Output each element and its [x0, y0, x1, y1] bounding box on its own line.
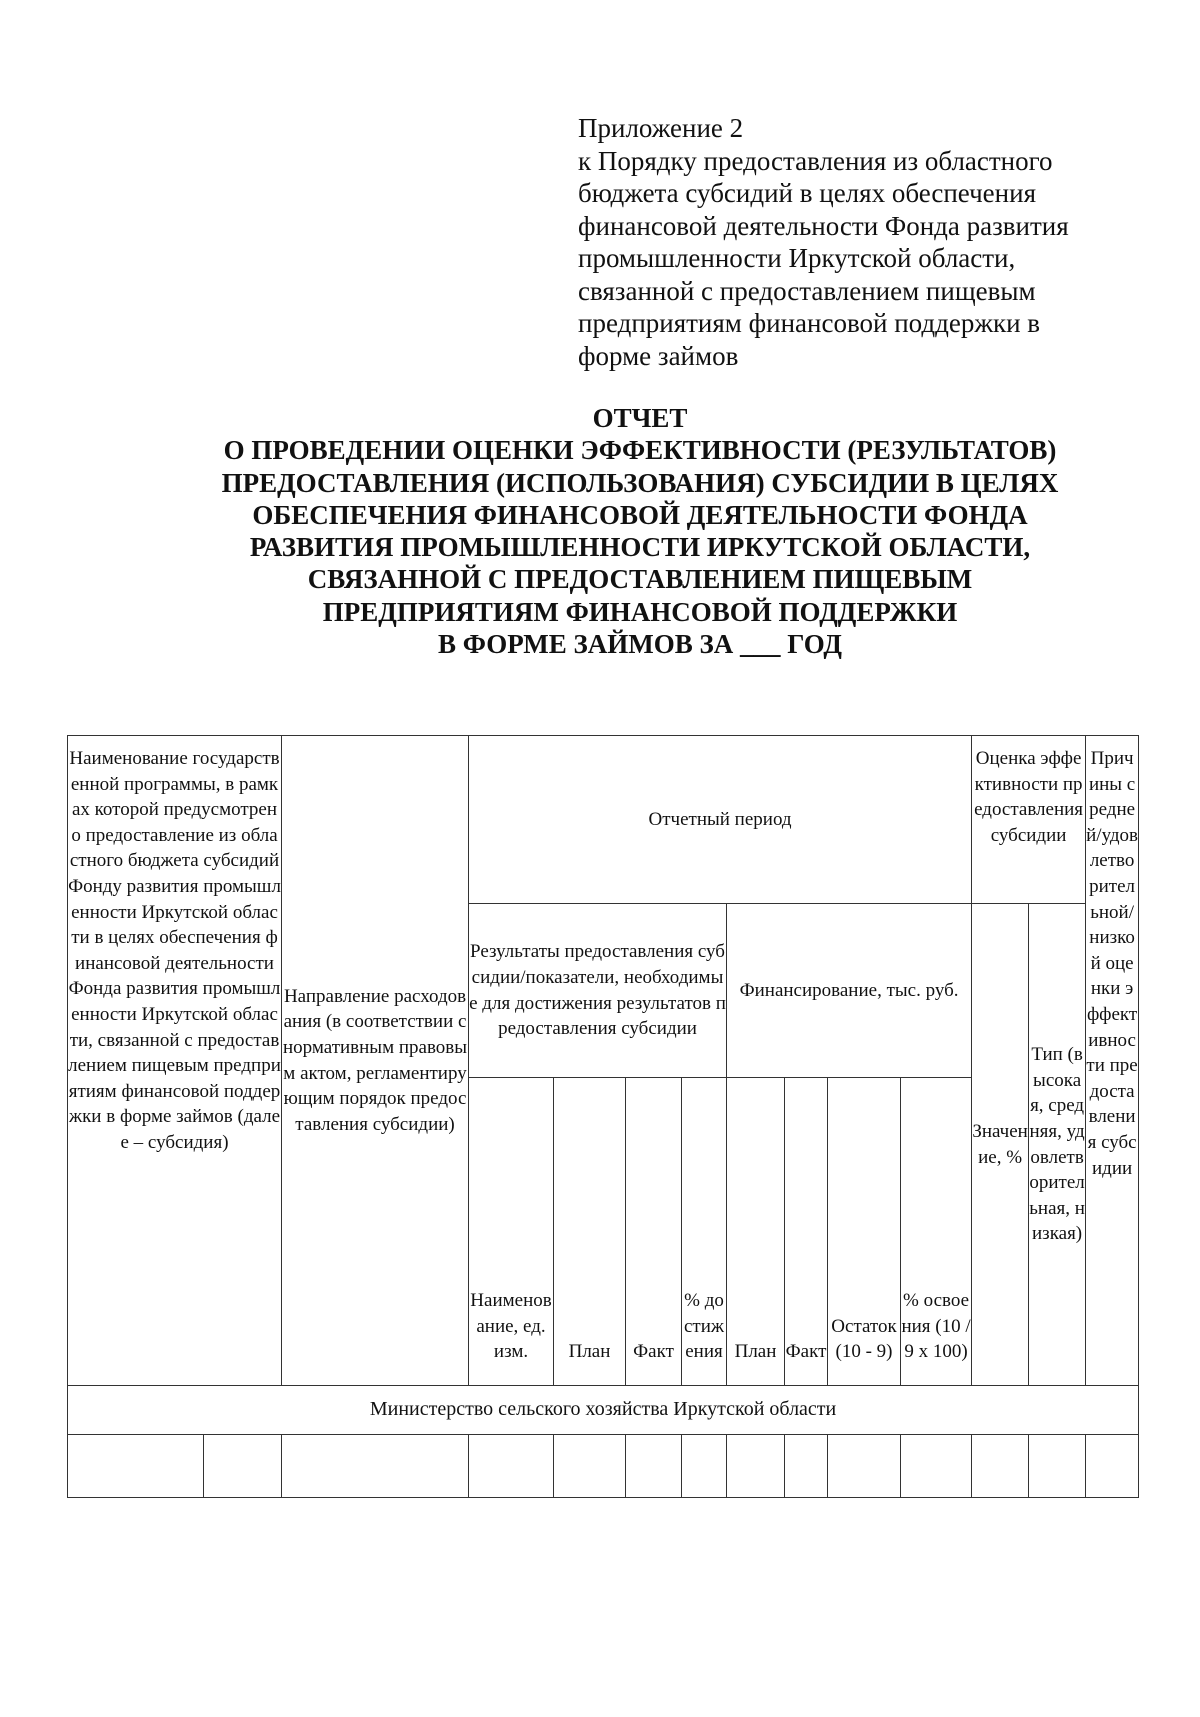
title-line: ОБЕСПЕЧЕНИЯ ФИНАНСОВОЙ ДЕЯТЕЛЬНОСТИ ФОНДА — [252, 499, 1028, 530]
header-direction: Направление расходования (в соответствии с нормативным правовым актом, регламентирующим порядок предоставления субсидии) — [282, 736, 469, 1386]
empty-cell — [682, 1435, 727, 1498]
appendix-block — [578, 112, 1138, 372]
title-line: ПРЕДОСТАВЛЕНИЯ (ИСПОЛЬЗОВАНИЯ) СУБСИДИИ В ЦЕЛЯХ — [221, 467, 1059, 498]
empty-cell — [626, 1435, 682, 1498]
empty-cell — [554, 1435, 626, 1498]
empty-cell — [1086, 1435, 1139, 1498]
header-financing-plan: План — [727, 1078, 785, 1386]
title-line: РАЗВИТИЯ ПРОМЫШЛЕННОСТИ ИРКУТСКОЙ ОБЛАСТИ, — [249, 532, 1031, 563]
header-financing-remainder: Остаток (10 - 9) — [828, 1078, 901, 1386]
header-efficiency-assessment: Оценка эффективности предоставления субсидии — [972, 736, 1086, 904]
title-line: ОТЧЕТ — [592, 403, 688, 433]
empty-table-row — [68, 1435, 1139, 1498]
header-reporting-period: Отчетный период — [469, 736, 972, 904]
appendix-line: предприятиям финансовой поддержки в — [578, 308, 1041, 338]
title-line: В ФОРМЕ ЗАЙМОВ ЗА ___ ГОД — [438, 629, 842, 660]
header-financing-fact: Факт — [785, 1078, 828, 1386]
appendix-line: бюджета субсидий в целях обеспечения — [578, 178, 1036, 208]
empty-cell — [727, 1435, 785, 1498]
header-financing-group: Финансирование, тыс. руб. — [727, 904, 972, 1078]
header-results-plan: План — [554, 1078, 626, 1386]
header-value-percent: Значение, % — [972, 904, 1029, 1386]
empty-cell — [204, 1435, 282, 1498]
empty-cell — [901, 1435, 972, 1498]
header-results-group: Результаты предоставления субсидии/показатели, необходимые для достижения результатов предоставления субсидии — [469, 904, 727, 1078]
report-title — [60, 402, 1200, 660]
empty-cell — [785, 1435, 828, 1498]
appendix-line: финансовой деятельности Фонда развития — [578, 210, 1069, 241]
empty-cell — [1029, 1435, 1086, 1498]
appendix-line: к Порядку предоставления из областного — [578, 145, 1053, 176]
empty-cell — [282, 1435, 469, 1498]
header-financing-utilization: % освоения (10 / 9 х 100) — [901, 1078, 972, 1386]
title-line: СВЯЗАННОЙ С ПРЕДОСТАВЛЕНИЕМ ПИЩЕВЫМ — [307, 564, 973, 595]
appendix-line: связанной с предоставлением пищевым — [578, 275, 1036, 306]
title-line: ПРЕДПРИЯТИЯМ ФИНАНСОВОЙ ПОДДЕРЖКИ — [322, 596, 958, 627]
title-line: О ПРОВЕДЕНИИ ОЦЕНКИ ЭФФЕКТИВНОСТИ (РЕЗУЛЬТАТОВ) — [223, 435, 1057, 466]
report-table — [67, 735, 1139, 1498]
empty-cell — [469, 1435, 554, 1498]
appendix-line: форме займов — [578, 340, 739, 371]
appendix-line: промышленности Иркутской области, — [578, 243, 1016, 273]
header-results-fact: Факт — [626, 1078, 682, 1386]
header-results-achievement: % достижения — [682, 1078, 727, 1386]
header-type: Тип (высокая, средняя, удовлетворительная, низкая) — [1029, 904, 1086, 1386]
empty-cell — [828, 1435, 901, 1498]
header-results-name: Наименование, ед. изм. — [469, 1078, 554, 1386]
appendix-line: Приложение 2 — [578, 113, 744, 143]
empty-cell — [68, 1435, 204, 1498]
empty-cell — [972, 1435, 1029, 1498]
header-reasons: Причины средней/удовлетворительной/низкой оценки эффективности предоставления субсидии — [1086, 736, 1139, 1386]
header-program-name: Наименование государственной программы, в рамках которой предусмотрено предоставление из областного бюджета субсидий Фонду развития промышленности Иркутской области в целях обеспечения финансовой деятельности Фонда развития промышленности Иркутской области, связанной с предоставлением пищевым предприятиям финансовой поддержки в форме займов (далее – субсидия) — [68, 736, 282, 1386]
ministry-row: Министерство сельского хозяйства Иркутской области — [68, 1386, 1139, 1435]
